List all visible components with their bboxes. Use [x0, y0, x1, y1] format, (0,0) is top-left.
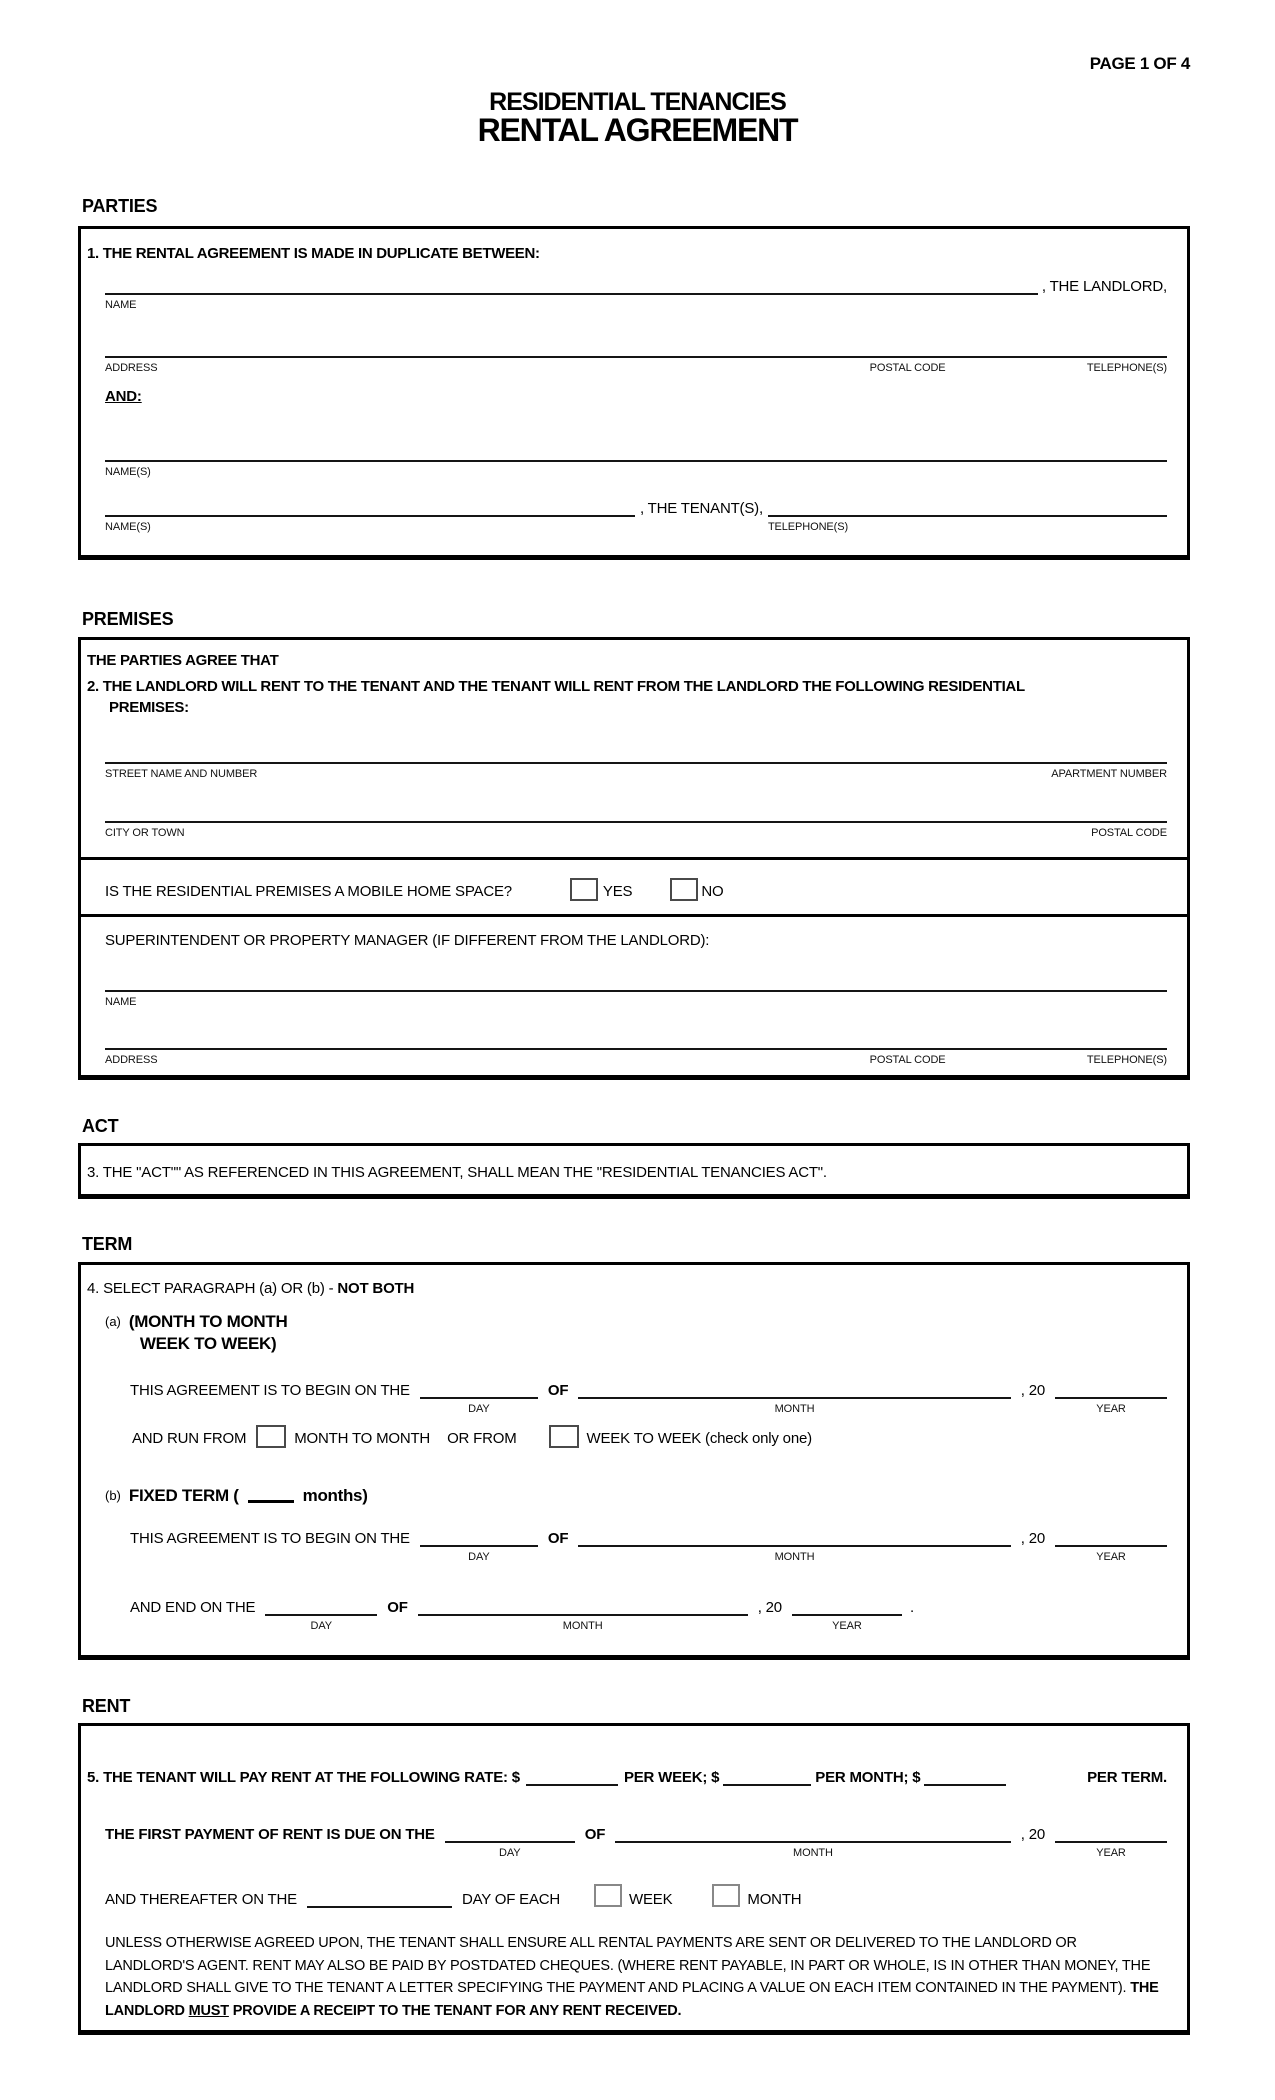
city-label: CITY OR TOWN — [105, 827, 185, 839]
act-clause: 3. THE "ACT"" AS REFERENCED IN THIS AGREEMENT, SHALL MEAN THE "RESIDENTIAL TENANCIES ACT". — [87, 1164, 827, 1181]
term-a-begin-row — [130, 1381, 1167, 1415]
rent-note-bold-post: PROVIDE A RECEIPT TO THE TENANT FOR ANY RENT RECEIVED. — [228, 2002, 682, 2019]
mobile-no-label: NO — [701, 883, 724, 900]
landlord-name-line[interactable] — [105, 277, 1038, 295]
mobile-no-checkbox[interactable] — [670, 878, 698, 901]
rent-first-of: OF — [584, 1826, 606, 1843]
form-title — [0, 88, 1275, 148]
premises-heading: PREMISES — [82, 609, 174, 629]
week-to-week-checkbox[interactable] — [549, 1425, 579, 1448]
rent-per-week-field[interactable] — [526, 1768, 618, 1786]
month-to-month-checkbox[interactable] — [256, 1425, 286, 1448]
term-end-comma20: , 20 — [757, 1599, 782, 1616]
term-end-day-field[interactable] — [265, 1598, 377, 1632]
mobile-yes-label: YES — [602, 883, 633, 900]
rent-box — [78, 1723, 1190, 2035]
thereafter-day-field[interactable] — [307, 1890, 452, 1908]
term-a-of: OF — [547, 1382, 569, 1399]
term-end-month-label: MONTH — [562, 1620, 603, 1632]
street-labels — [105, 764, 1167, 782]
rent-month-label: MONTH — [747, 1891, 802, 1908]
landlord-address-line[interactable] — [105, 340, 1167, 358]
tenant-names2-line[interactable] — [105, 499, 635, 517]
term-b-day-line[interactable] — [420, 1529, 538, 1547]
week-checkbox[interactable] — [594, 1884, 622, 1907]
rent-note-bold-pre: THE LANDLORD — [105, 1980, 1159, 2019]
fixed-term-months-field[interactable] — [248, 1486, 294, 1503]
tenant-names-line[interactable] — [105, 444, 1167, 462]
rent-note — [105, 1932, 1167, 2022]
rent-thereafter-row — [105, 1884, 1167, 1910]
tenant-telephones-field[interactable] — [768, 499, 1167, 533]
city-line[interactable] — [105, 805, 1167, 823]
landlord-postal-label: POSTAL CODE — [869, 362, 946, 374]
landlord-address-labels — [105, 358, 1167, 376]
superintendent-text: SUPERINTENDENT OR PROPERTY MANAGER (IF DIFFERENT FROM THE LANDLORD): — [105, 932, 710, 949]
term-a-year-label: YEAR — [1096, 1403, 1126, 1415]
term-end-year-label: YEAR — [832, 1620, 862, 1632]
term-end-month-field[interactable] — [418, 1598, 748, 1632]
term-b-month-field[interactable] — [578, 1529, 1010, 1563]
term-b-begin-row — [130, 1529, 1167, 1563]
term-b-month-label: MONTH — [774, 1551, 815, 1563]
tenant-telephones-label: TELEPHONE(S) — [767, 521, 849, 533]
and-label: AND: — [105, 388, 142, 405]
landlord-suffix: , THE LANDLORD, — [1041, 278, 1167, 295]
tenant-row — [105, 499, 1167, 533]
street-field[interactable] — [105, 746, 1167, 782]
rent-day-of-each: DAY OF EACH — [461, 1891, 561, 1908]
term-end-period: . — [909, 1599, 914, 1616]
city-field[interactable] — [105, 805, 1167, 841]
tenant-names2-label: NAME(S) — [105, 521, 151, 533]
term-a-title-line2: WEEK TO WEEK) — [139, 1334, 277, 1353]
city-row — [105, 805, 1167, 841]
term-end-day-label: DAY — [310, 1620, 333, 1632]
term-clause-prefix: 4. SELECT PARAGRAPH (a) OR (b) - — [87, 1280, 338, 1297]
first-payment-day-label: DAY — [498, 1847, 521, 1859]
act-heading: ACT — [82, 1116, 119, 1136]
street-label: STREET NAME AND NUMBER — [105, 768, 258, 780]
landlord-address-row — [105, 340, 1167, 376]
rent-per-term-label: PER TERM. — [1087, 1769, 1167, 1786]
rent-thereafter-text: AND THEREAFTER ON THE — [105, 1891, 297, 1908]
first-payment-year-field[interactable] — [1055, 1825, 1167, 1859]
tenant-names2-field[interactable] — [105, 499, 635, 533]
parties-agree-text: THE PARTIES AGREE THAT — [87, 652, 279, 669]
term-a-day-field[interactable] — [420, 1381, 538, 1415]
superintendent-box — [78, 914, 1190, 1080]
landlord-address-field[interactable] — [105, 340, 1167, 376]
superintendent-name-field[interactable] — [105, 974, 1167, 1008]
term-end-month-line[interactable] — [418, 1598, 748, 1616]
premises-clause-line1: 2. THE LANDLORD WILL RENT TO THE TENANT AND THE TENANT WILL RENT FROM THE LANDLORD THE FOLLOWING RESIDENTIAL — [87, 678, 1025, 695]
rent-week-label: WEEK — [629, 1891, 673, 1908]
rent-note-bold-must: MUST — [188, 2002, 229, 2019]
week-to-week-label: WEEK TO WEEK (check only one) — [586, 1430, 812, 1447]
tenant-names-label: NAME(S) — [105, 466, 151, 478]
city-postal-label: POSTAL CODE — [1091, 827, 1167, 839]
first-payment-month-label: MONTH — [793, 1847, 833, 1859]
rent-first-payment-row — [105, 1825, 1167, 1859]
term-end-text: AND END ON THE — [130, 1599, 256, 1616]
superintendent-name-label: NAME — [105, 996, 137, 1008]
tenant-suffix: , THE TENANT(S), — [640, 500, 763, 517]
term-a-year-field[interactable] — [1055, 1381, 1167, 1415]
term-a-month-label: MONTH — [774, 1403, 815, 1415]
landlord-name-row — [105, 277, 1167, 311]
term-a-day-line[interactable] — [420, 1381, 538, 1399]
term-a-day-label: DAY — [468, 1403, 490, 1415]
term-end-of: OF — [387, 1599, 408, 1616]
city-labels — [105, 823, 1167, 841]
rent-heading: RENT — [82, 1696, 131, 1716]
term-heading: TERM — [82, 1234, 133, 1254]
first-payment-month-line[interactable] — [615, 1825, 1011, 1843]
term-clause — [87, 1279, 1167, 1299]
landlord-name-label: NAME — [105, 299, 137, 311]
landlord-name-field[interactable] — [105, 277, 1038, 311]
term-b-title-post: months) — [302, 1486, 368, 1505]
superintendent-address-row — [105, 1032, 1167, 1068]
superintendent-address-line[interactable] — [105, 1032, 1167, 1050]
first-payment-day-field[interactable] — [445, 1825, 575, 1859]
landlord-telephones-label: TELEPHONE(S) — [1086, 362, 1167, 374]
tenant-names-row — [105, 444, 1167, 478]
term-clause-notboth: NOT BOTH — [337, 1280, 415, 1297]
parties-clause: 1. THE RENTAL AGREEMENT IS MADE IN DUPLICATE BETWEEN: — [87, 245, 540, 262]
term-a-title-line1: (MONTH TO MONTH — [128, 1312, 288, 1331]
rent-per-month-field[interactable] — [723, 1768, 811, 1786]
superintendent-address-labels — [105, 1050, 1167, 1068]
term-run-from-row — [132, 1425, 1167, 1449]
superintendent-postal-label: POSTAL CODE — [869, 1054, 946, 1066]
mobile-home-row — [105, 878, 1167, 902]
page-number: PAGE 1 OF 4 — [1089, 54, 1190, 73]
parties-heading: PARTIES — [82, 196, 158, 216]
superintendent-address-label: ADDRESS — [105, 1054, 158, 1066]
term-run-from-text: AND RUN FROM — [132, 1430, 247, 1447]
term-b-day-field[interactable] — [420, 1529, 538, 1563]
first-payment-month-field[interactable] — [615, 1825, 1011, 1859]
rent-first-comma20: , 20 — [1020, 1826, 1045, 1843]
rent-first-payment-text: THE FIRST PAYMENT OF RENT IS DUE ON THE — [105, 1826, 435, 1843]
term-b-month-line[interactable] — [578, 1529, 1010, 1547]
term-b-day-label: DAY — [468, 1551, 490, 1563]
rent-rate-row — [87, 1768, 1167, 1788]
tenant-names-field[interactable] — [105, 444, 1167, 478]
parties-box — [78, 226, 1190, 560]
rent-per-week-label: PER WEEK; $ — [623, 1769, 720, 1786]
term-b-label: (b) — [105, 1488, 121, 1503]
term-b-of: OF — [547, 1530, 569, 1547]
premises-clause — [87, 676, 1167, 718]
superintendent-address-field[interactable] — [105, 1032, 1167, 1068]
term-b-heading — [105, 1485, 1167, 1507]
term-b-title-pre: FIXED TERM ( — [128, 1486, 239, 1505]
superintendent-telephones-label: TELEPHONE(S) — [1086, 1054, 1167, 1066]
rent-per-term-field[interactable] — [924, 1768, 1006, 1786]
term-a-heading — [105, 1311, 1167, 1355]
act-box — [78, 1143, 1190, 1199]
mobile-yes-checkbox[interactable] — [570, 878, 598, 901]
form-title-line2: RENTAL AGREEMENT — [477, 112, 798, 148]
term-b-year-field[interactable] — [1055, 1529, 1167, 1563]
term-or-from-text: OR FROM — [447, 1430, 517, 1447]
mobile-home-question: IS THE RESIDENTIAL PREMISES A MOBILE HOME SPACE? — [105, 883, 512, 900]
term-a-title — [129, 1311, 288, 1355]
form-title-line1: RESIDENTIAL TENANCIES — [489, 88, 786, 116]
rent-note-text: UNLESS OTHERWISE AGREED UPON, THE TENANT SHALL ENSURE ALL RENTAL PAYMENTS ARE SENT OR DELIVERED TO THE LANDLORD OR LANDLORD'S AGENT. RENT MAY ALSO BE PAID BY POSTDATED CHEQUES. (WHERE RENT PAYABLE, IN PART OR WHOLE, IS IN OTHER THAN MONEY, THE LANDLORD SHALL GIVE TO THE TENANT A LETTER SPECIFYING THE PAYMENT AND PLACING A VALUE ON EACH ITEM CONTAINED IN THE PAYMENT). — [105, 1935, 1151, 1996]
mobile-home-box — [78, 857, 1190, 917]
term-a-label: (a) — [105, 1314, 121, 1329]
term-b-begin-text: THIS AGREEMENT IS TO BEGIN ON THE — [130, 1530, 410, 1547]
premises-clause-line2: PREMISES: — [109, 699, 189, 716]
term-b-year-line[interactable] — [1055, 1529, 1167, 1547]
first-payment-day-line[interactable] — [445, 1825, 575, 1843]
street-row — [105, 746, 1167, 782]
superintendent-name-line[interactable] — [105, 974, 1167, 992]
apartment-label: APARTMENT NUMBER — [1051, 768, 1167, 780]
term-end-year-field[interactable] — [792, 1598, 902, 1632]
month-to-month-label: MONTH TO MONTH — [294, 1430, 431, 1447]
term-a-year-line[interactable] — [1055, 1381, 1167, 1399]
term-end-year-line[interactable] — [792, 1598, 902, 1616]
street-line[interactable] — [105, 746, 1167, 764]
first-payment-year-line[interactable] — [1055, 1825, 1167, 1843]
landlord-address-label: ADDRESS — [105, 362, 158, 374]
tenant-telephones-line[interactable] — [768, 499, 1167, 517]
term-b-comma20: , 20 — [1020, 1530, 1045, 1547]
term-a-month-line[interactable] — [578, 1381, 1010, 1399]
term-a-month-field[interactable] — [578, 1381, 1010, 1415]
term-box — [78, 1262, 1190, 1660]
month-checkbox[interactable] — [712, 1884, 740, 1907]
rent-per-month-label: PER MONTH; $ — [815, 1769, 921, 1786]
first-payment-year-label: YEAR — [1096, 1847, 1126, 1859]
term-a-begin-text: THIS AGREEMENT IS TO BEGIN ON THE — [130, 1382, 410, 1399]
term-b-year-label: YEAR — [1096, 1551, 1126, 1563]
term-end-day-line[interactable] — [265, 1598, 377, 1616]
premises-box — [78, 637, 1190, 860]
term-a-comma20: , 20 — [1020, 1382, 1045, 1399]
term-end-row — [130, 1598, 1167, 1632]
superintendent-name-row — [105, 974, 1167, 1008]
rent-rate-text: 5. THE TENANT WILL PAY RENT AT THE FOLLOWING RATE: $ — [87, 1769, 520, 1786]
